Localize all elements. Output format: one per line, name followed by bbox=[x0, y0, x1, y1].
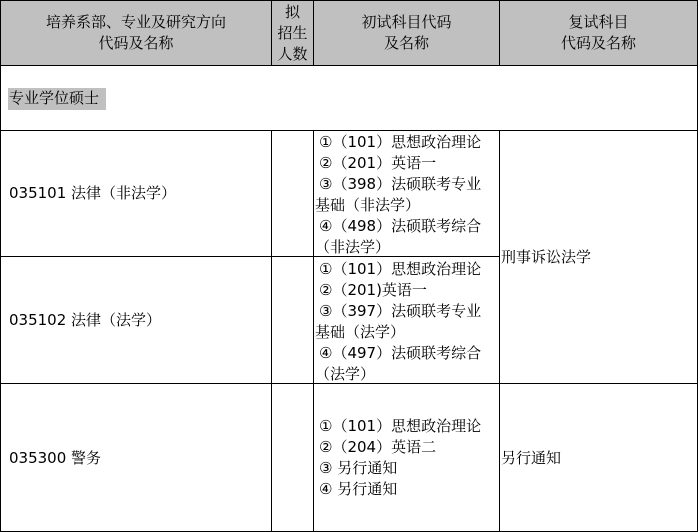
header-col-major-line1: 培养系部、专业及研究方向 bbox=[45, 13, 226, 31]
section-divider bbox=[0, 130, 698, 131]
exam-line: ②（201）英语一 bbox=[319, 154, 437, 172]
exam-line: 基础（法学） bbox=[315, 323, 406, 341]
major-name: 035101 法律（非法学） bbox=[9, 184, 177, 202]
row-divider-1 bbox=[0, 256, 499, 257]
col-divider-3 bbox=[499, 130, 500, 532]
exam-line: 基础（非法学） bbox=[315, 196, 421, 214]
exam-line: ④（498）法硕联考综合 bbox=[319, 217, 482, 235]
header-col-exam-line1: 初试科目代码 bbox=[361, 13, 452, 31]
section-title: 专业学位硕士 bbox=[9, 89, 100, 107]
exam-line: ②（204）英语二 bbox=[319, 438, 437, 456]
major-name: 035102 法律（法学） bbox=[9, 311, 162, 329]
exam-line: ④（497）法硕联考综合 bbox=[319, 344, 482, 362]
retest-subject-police: 另行通知 bbox=[501, 449, 562, 467]
exam-line: ②（201)英语一 bbox=[319, 281, 427, 299]
exam-line: ③ 另行通知 bbox=[319, 459, 398, 477]
header-col-major-line2: 代码及名称 bbox=[98, 34, 174, 52]
table-border-left bbox=[0, 0, 1, 532]
header-col-exam-line2: 及名称 bbox=[383, 34, 429, 52]
col-divider-2 bbox=[313, 130, 314, 532]
exam-line: ①（101）思想政治理论 bbox=[319, 133, 482, 151]
retest-subject-law: 刑事诉讼法学 bbox=[501, 248, 592, 266]
exam-line: （非法学） bbox=[315, 238, 391, 256]
exam-line: ①（101）思想政治理论 bbox=[319, 417, 482, 435]
exam-line: （法学） bbox=[315, 365, 376, 383]
header-col-quota-line3: 人数 bbox=[277, 45, 308, 63]
header-col-retest-line1: 复试科目 bbox=[568, 13, 629, 31]
table-border-top bbox=[0, 0, 698, 1]
major-name: 035300 警务 bbox=[9, 449, 102, 467]
exam-line: ①（101）思想政治理论 bbox=[319, 260, 482, 278]
col-divider-1 bbox=[271, 130, 272, 532]
exam-line: ③（398）法硕联考专业 bbox=[319, 175, 482, 193]
exam-line: ④ 另行通知 bbox=[319, 480, 398, 498]
header-col-quota-line1: 拟 bbox=[284, 3, 300, 21]
header-col-retest-line2: 代码及名称 bbox=[560, 34, 636, 52]
header-col-quota-line2: 招生 bbox=[277, 24, 308, 42]
header-divider bbox=[0, 65, 698, 66]
exam-line: ③（397）法硕联考专业 bbox=[319, 302, 482, 320]
